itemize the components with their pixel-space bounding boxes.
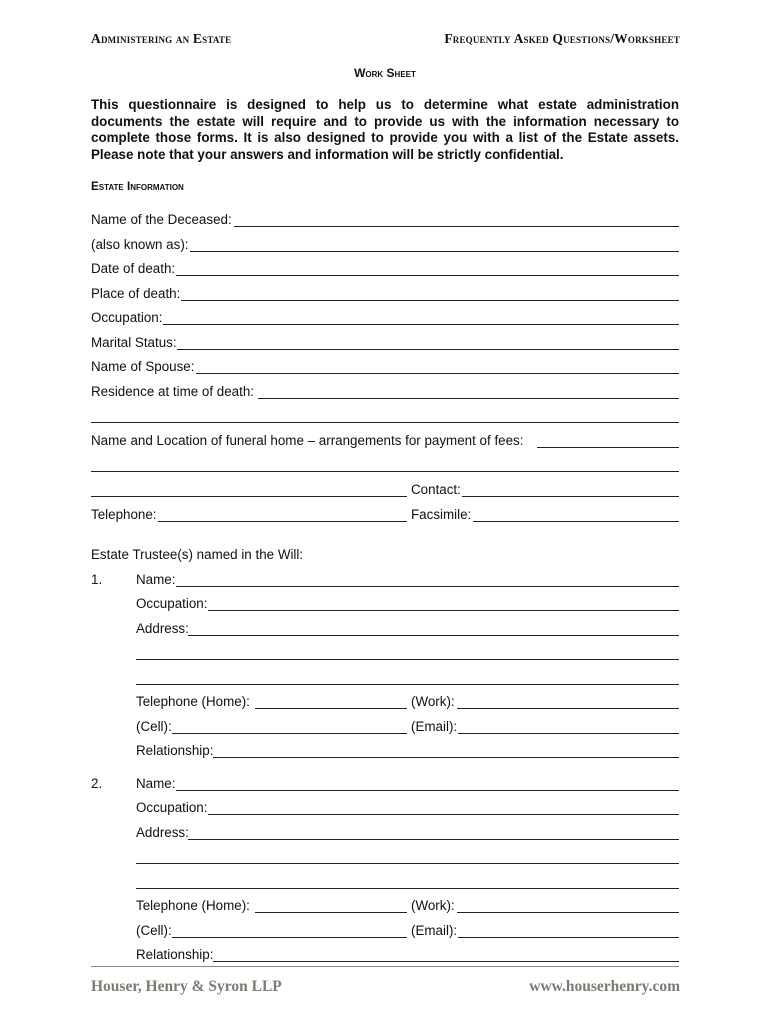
trustee-2-input-occupation[interactable] (208, 814, 679, 815)
trustee-1-number: 1. (91, 572, 103, 587)
trustee-2-input-tel-home[interactable] (255, 912, 407, 913)
footer-firm-name: Houser, Henry & Syron LLP (91, 978, 282, 995)
input-line-deceased[interactable] (234, 226, 679, 227)
trustee-2-input-email[interactable] (458, 937, 679, 938)
intro-paragraph: This questionnaire is designed to help us to determine what estate administration documents the estate will require and to provide us with the information necessary to complete those forms. It is also designed to provide you with a list of the Estate assets. Please note that your answers and information will be strictly confidential. (91, 97, 679, 162)
label-spouse: Name of Spouse: (91, 359, 195, 374)
trustee-2-label-address: Address: (136, 825, 189, 840)
trustee-2-label-work: (Work): (411, 898, 455, 913)
trustee-1-label-occupation: Occupation: (136, 596, 208, 611)
input-line-contact[interactable] (462, 496, 679, 497)
trustee-2-label-tel-home: Telephone (Home): (136, 898, 250, 913)
input-line-telephone[interactable] (158, 521, 407, 522)
input-line-funeral-home[interactable] (537, 447, 679, 448)
input-line-facsimile[interactable] (473, 521, 679, 522)
label-place-of-death: Place of death: (91, 286, 181, 301)
input-line-date-of-death[interactable] (176, 275, 679, 276)
input-line-aka[interactable] (190, 251, 679, 252)
label-occupation: Occupation: (91, 310, 163, 325)
trustees-heading: Estate Trustee(s) named in the Will: (91, 547, 304, 562)
label-date-of-death: Date of death: (91, 261, 176, 276)
input-line-funeral-home-3[interactable] (91, 496, 407, 497)
footer-divider (91, 966, 679, 967)
trustee-2-label-relationship: Relationship: (136, 947, 214, 962)
trustee-1-input-name[interactable] (176, 586, 679, 587)
label-residence: Residence at time of death: (91, 384, 255, 399)
header-left-title: Administering an Estate (91, 31, 232, 46)
label-facsimile: Facsimile: (411, 507, 472, 522)
footer-website-link[interactable]: www.houserhenry.com (529, 978, 680, 995)
trustee-2-label-email: (Email): (411, 923, 458, 938)
trustee-1-label-email: (Email): (411, 719, 458, 734)
trustee-2-input-name[interactable] (176, 790, 679, 791)
input-line-marital-status[interactable] (177, 349, 679, 350)
trustee-1-input-address-3[interactable] (136, 684, 679, 685)
input-line-residence-2[interactable] (91, 422, 679, 423)
header-right-title: Frequently Asked Questions/Worksheet (444, 31, 680, 46)
label-contact: Contact: (411, 482, 461, 497)
label-marital-status: Marital Status: (91, 335, 177, 350)
trustee-1-input-tel-home[interactable] (255, 708, 407, 709)
label-deceased: Name of the Deceased: (91, 212, 232, 227)
trustee-2-input-address-2[interactable] (136, 863, 679, 864)
trustee-2-input-address-3[interactable] (136, 888, 679, 889)
input-line-funeral-home-2[interactable] (91, 471, 679, 472)
trustee-2-label-cell: (Cell): (136, 923, 172, 938)
trustee-1-label-cell: (Cell): (136, 719, 172, 734)
input-line-place-of-death[interactable] (181, 300, 679, 301)
trustee-1-label-address: Address: (136, 621, 189, 636)
trustee-1-input-relationship[interactable] (213, 757, 679, 758)
trustee-1-label-work: (Work): (411, 694, 455, 709)
label-telephone: Telephone: (91, 507, 157, 522)
trustee-1-label-relationship: Relationship: (136, 743, 214, 758)
page-title: Work Sheet (354, 66, 416, 80)
trustee-2-label-name: Name: (136, 776, 176, 791)
trustee-2-number: 2. (91, 776, 103, 791)
trustee-2-input-cell[interactable] (172, 937, 407, 938)
trustee-1-label-name: Name: (136, 572, 176, 587)
trustee-2-input-work[interactable] (457, 912, 679, 913)
trustee-1-input-address-2[interactable] (136, 659, 679, 660)
input-line-spouse[interactable] (196, 373, 679, 374)
trustee-1-input-address[interactable] (188, 635, 679, 636)
trustee-1-input-work[interactable] (457, 708, 679, 709)
label-aka: (also known as): (91, 237, 189, 252)
trustee-1-input-cell[interactable] (172, 733, 407, 734)
input-line-residence[interactable] (258, 398, 679, 399)
trustee-1-input-occupation[interactable] (208, 610, 679, 611)
input-line-occupation[interactable] (163, 324, 679, 325)
section-title-estate-information: Estate Information (91, 180, 184, 193)
label-funeral-home: Name and Location of funeral home – arrangements for payment of fees: (91, 433, 524, 448)
trustee-2-input-relationship[interactable] (213, 961, 679, 962)
trustee-2-input-address[interactable] (188, 839, 679, 840)
trustee-1-input-email[interactable] (458, 733, 679, 734)
trustee-2-label-occupation: Occupation: (136, 800, 208, 815)
trustee-1-label-tel-home: Telephone (Home): (136, 694, 250, 709)
